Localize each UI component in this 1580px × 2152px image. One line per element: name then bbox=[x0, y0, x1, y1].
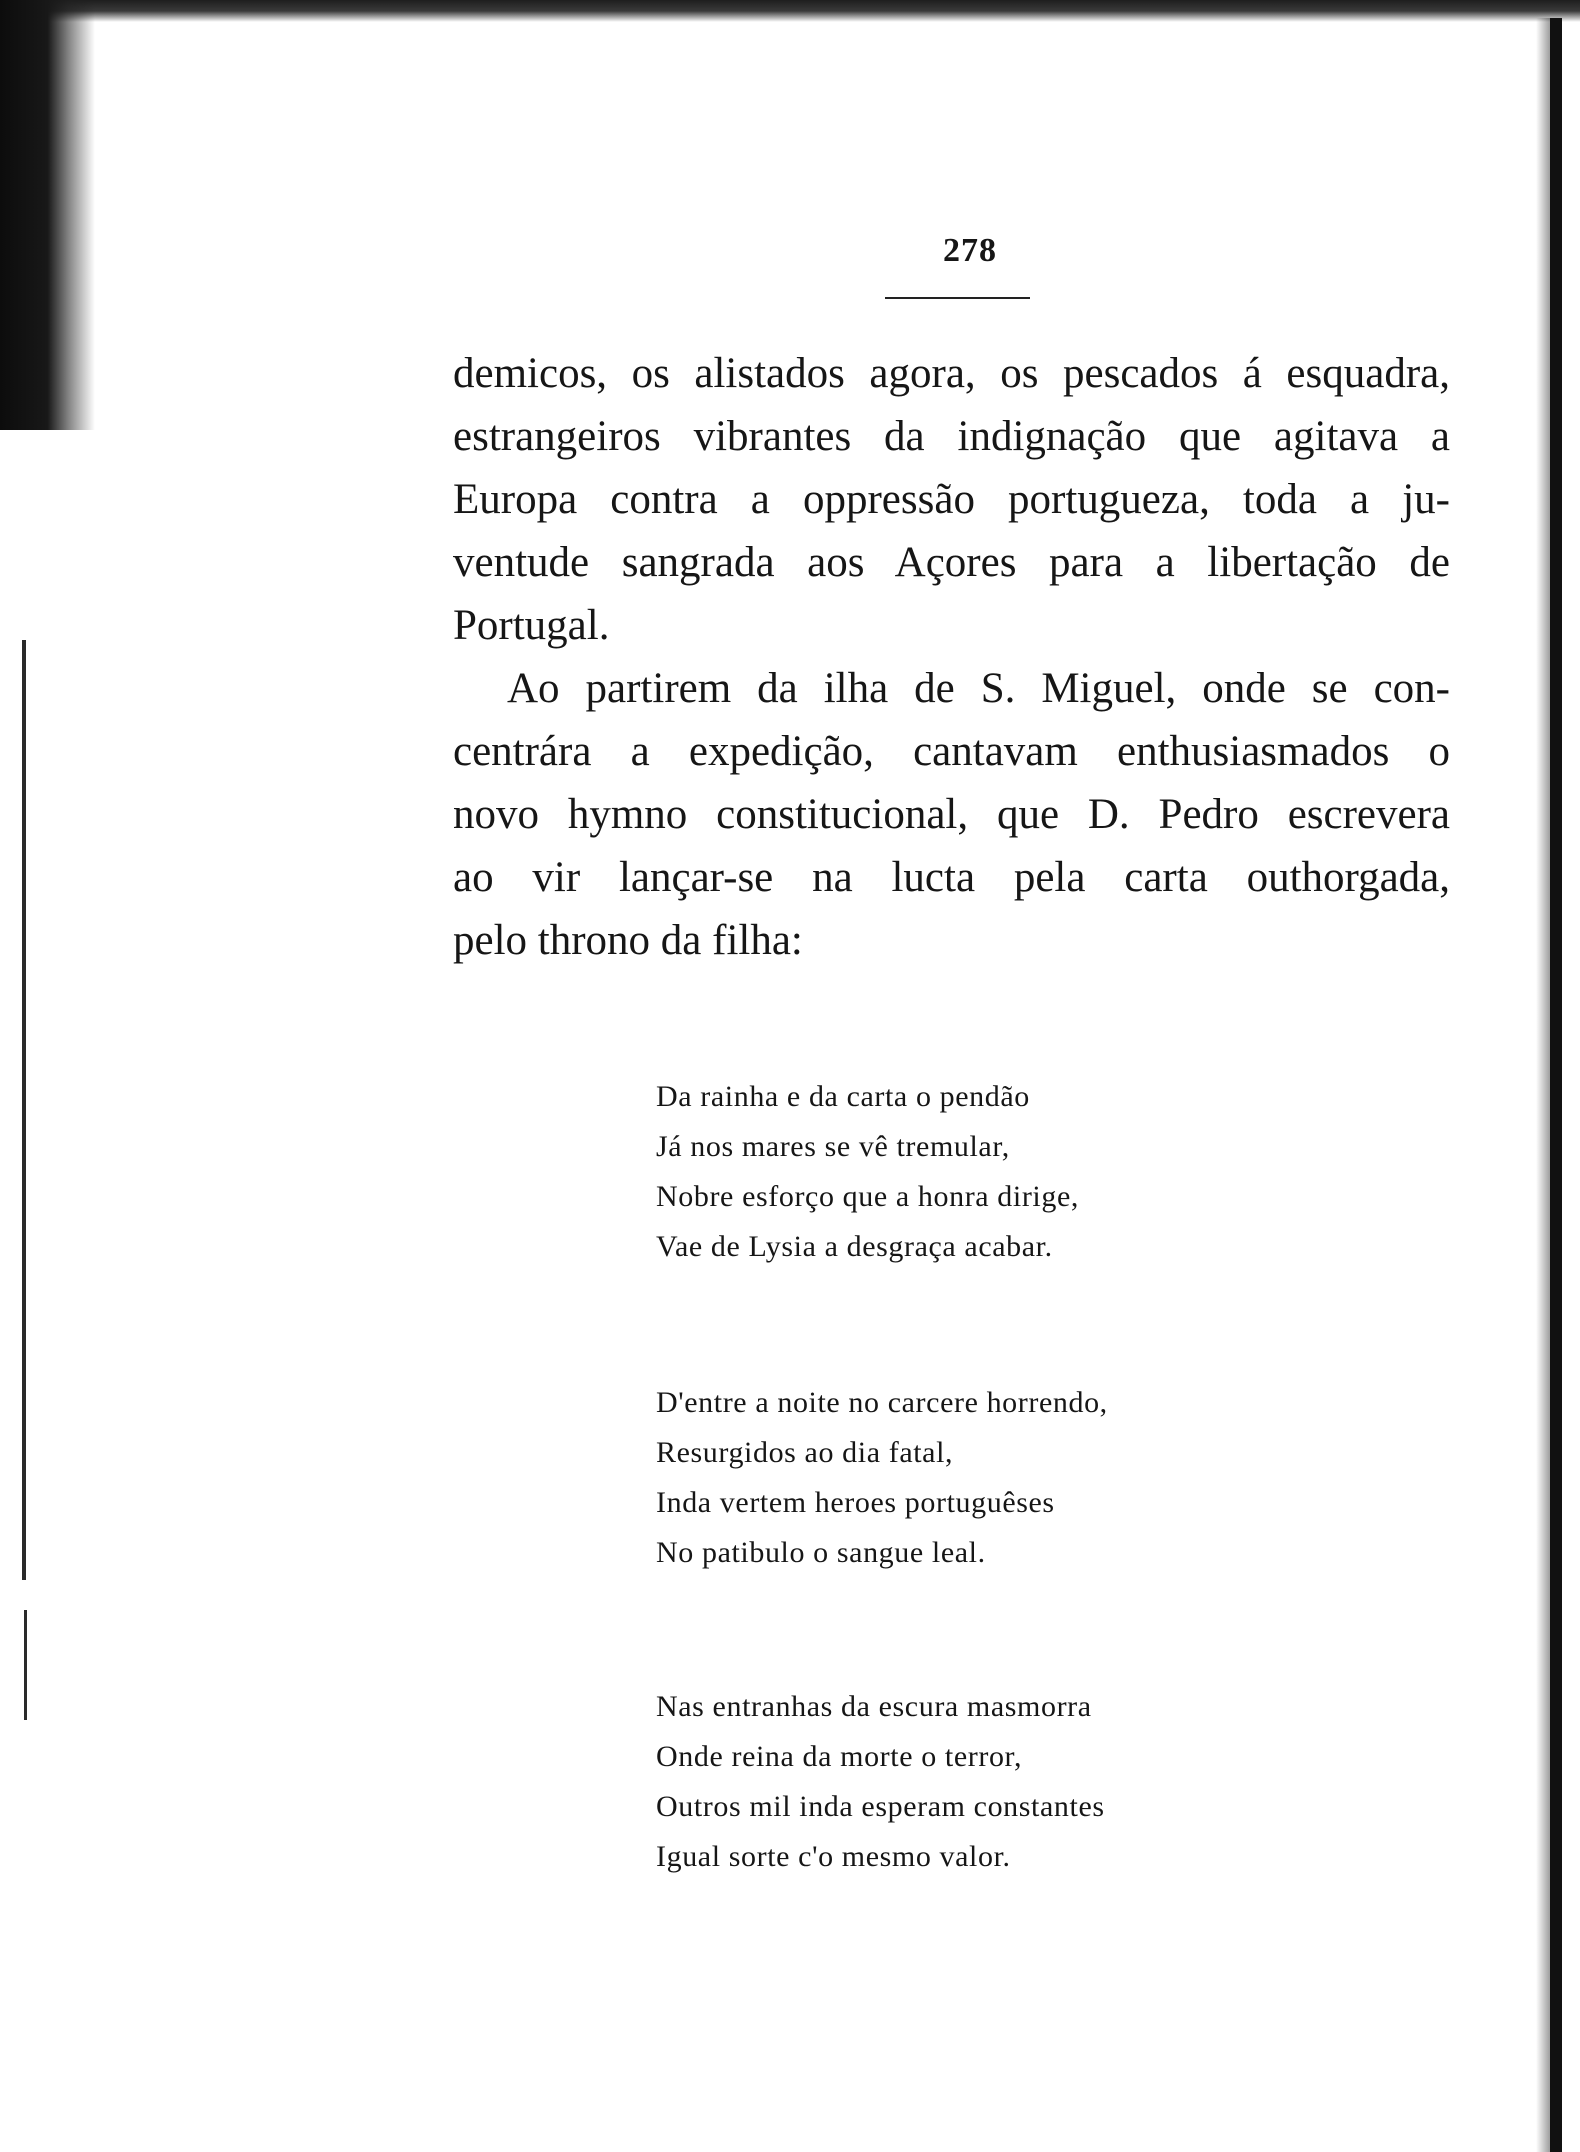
paragraph-line: demicos, os alistados agora, os pescados á esquadra, bbox=[453, 350, 1450, 397]
verse-line: Outros mil inda esperam constantes bbox=[656, 1790, 1105, 1823]
page-number-rule bbox=[885, 297, 1030, 299]
scan-edge-right-shadow bbox=[1536, 18, 1550, 2152]
paragraph-line: ventude sangrada aos Açores para a libertação de bbox=[453, 539, 1450, 586]
paragraph-line: Portugal. bbox=[453, 602, 610, 649]
scan-edge-left-line-lower bbox=[24, 1610, 27, 1720]
scan-edge-right bbox=[1550, 18, 1562, 2152]
paragraph-line: estrangeiros vibrantes da indignação que agitava a bbox=[453, 413, 1450, 460]
verse-line: Resurgidos ao dia fatal, bbox=[656, 1436, 954, 1469]
page-number: 278 bbox=[943, 232, 997, 269]
verse-line: Nobre esforço que a honra dirige, bbox=[656, 1180, 1079, 1213]
verse-line: Inda vertem heroes portuguêses bbox=[656, 1486, 1055, 1519]
scan-edge-left-line bbox=[22, 640, 26, 1580]
paragraph-2 bbox=[453, 657, 1450, 972]
verse-line: Da rainha e da carta o pendão bbox=[656, 1080, 1030, 1113]
paragraph-line: Ao partirem da ilha de S. Miguel, onde se con- bbox=[507, 665, 1450, 712]
paragraph-line: novo hymno constitucional, que D. Pedro escrevera bbox=[453, 791, 1450, 838]
poem-stanza-1 bbox=[656, 1072, 1356, 1272]
poem-stanza-2 bbox=[656, 1378, 1356, 1578]
verse-line: Igual sorte c'o mesmo valor. bbox=[656, 1840, 1011, 1873]
verse-line: Vae de Lysia a desgraça acabar. bbox=[656, 1230, 1053, 1263]
scan-edge-left bbox=[0, 0, 95, 430]
paragraph-line: Europa contra a oppressão portugueza, toda a ju- bbox=[453, 476, 1450, 523]
scan-edge-top bbox=[0, 0, 1580, 22]
prose-body bbox=[453, 342, 1450, 972]
paragraph-line: pelo throno da filha: bbox=[453, 917, 803, 964]
poem-stanza-3 bbox=[656, 1682, 1356, 1882]
paragraph-1 bbox=[453, 342, 1450, 657]
verse-line: No patibulo o sangue leal. bbox=[656, 1536, 986, 1569]
paragraph-line: ao vir lançar-se na lucta pela carta outhorgada, bbox=[453, 854, 1450, 901]
verse-line: Já nos mares se vê tremular, bbox=[656, 1130, 1010, 1163]
verse-line: Onde reina da morte o terror, bbox=[656, 1740, 1023, 1773]
verse-line: Nas entranhas da escura masmorra bbox=[656, 1690, 1092, 1723]
verse-line: D'entre a noite no carcere horrendo, bbox=[656, 1386, 1108, 1419]
paragraph-line: centrára a expedição, cantavam enthusiasmados o bbox=[453, 728, 1450, 775]
